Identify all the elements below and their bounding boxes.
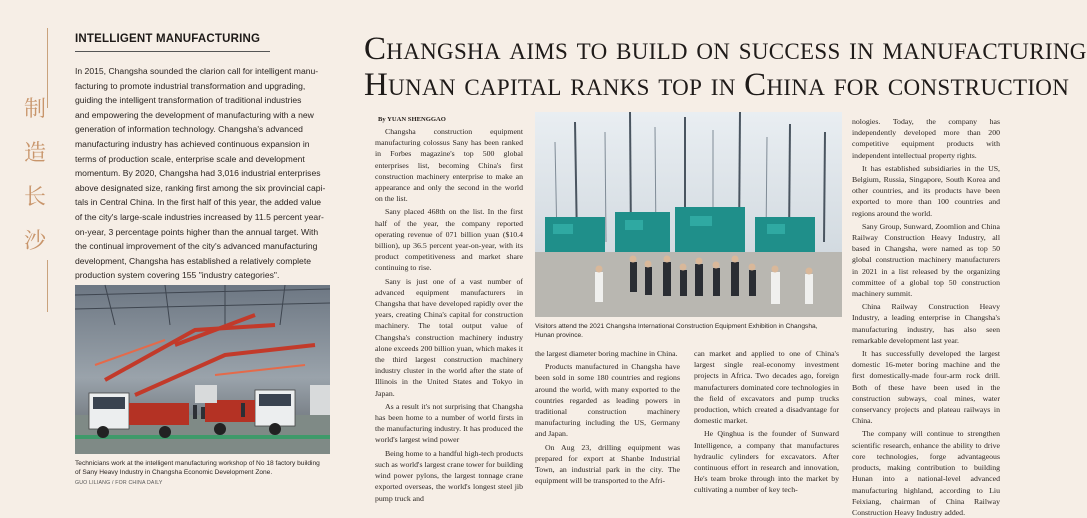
article-paragraph: Being home to a handful high-tech products such as world's largest crane tower for building wind power pylons, the largest tonnage crane exported overseas, the world's longest steel jib pump truck and (375, 448, 523, 503)
right-photo-caption (535, 322, 845, 340)
article-paragraph: nologies. Today, the company has independently developed more than 200 competitive equipment products with independent intellectual property rights. (852, 117, 1000, 160)
text-line: tals in Central China. In the first half of this year, the added value (75, 197, 322, 208)
article-paragraph: As a result it's not surprising that Changsha has been home to a number of world firsts in the manufacturing industry. It has produced the world's largest wind power (375, 401, 523, 445)
text-line: above designated size, ranking first among the six provincial capi- (75, 182, 326, 193)
text-line: Visitors attend the 2021 Changsha International Construction Equipment Exhibition in Changsha, (535, 323, 818, 330)
article-paragraph: Products manufactured in Changsha have been sold in some 180 countries and regions around the world, with many exported to the countries regarded as leading powers in traditional construction machinery manufacturing including the US, Germany and Japan. (535, 362, 680, 439)
article-paragraph: On Aug 23, drilling equipment was prepared for export at Shanbe Industrial Town, an industrial park in the city. The equipment will be transported to the Afri- (535, 442, 680, 486)
article-paragraph: Sany Group, Sunward, Zoomlion and China Railway Construction Heavy Industry, all based in Changsha, were named as top 50 global construction machinery manufacturers in 2021 in a list released by the organizing committee of a global top 50 construction machinery summit. (852, 221, 1000, 299)
article-paragraph: the largest diameter boring machine in China. (535, 349, 678, 358)
article-paragraph: China Railway Construction Heavy Industry, a leading enterprise in Changsha's manufacturing industry, has also seen remarkable development last year. (852, 302, 1000, 345)
article-paragraph: He Qinghua is the founder of Sunward Intelligence, a company that manufactures hydraulic cylinders for excavators. After continuous effort in research and innovation, He's team broke through into the market by cultivating a number of key tech- (694, 429, 839, 495)
exhibition-photo (535, 112, 842, 317)
text-line: momentum. By 2020, Changsha had 3,016 industrial enterprises (75, 168, 321, 179)
text-line: generation of information technology. Changsha's advanced (75, 124, 303, 135)
text-line: development, Changsha has established a relatively complete (75, 255, 311, 266)
text-line: manufacturing industry has achieved continuous expansion in (75, 138, 310, 149)
text-line: production system covering 155 "industry categories". (75, 270, 280, 281)
text-line: and empowering the development of manufacturing with a new (75, 109, 314, 120)
article-paragraph: Sany placed 468th on the list. In the first half of the year, the company reported operating revenue of 071 billion yuan ($10.4 billion), up 36.5 percent year-on-year, with its product competitiveness and market share continuing to rise. (375, 207, 523, 273)
sidebar-char-2: 造 (24, 141, 47, 166)
article-paragraph: can market and applied to one of China's largest single real-economy investment projects in Africa. Two decades ago, foreign manufacturers dominated core technologies in the field of excavators and pump trucks production, which created a disadvantage for domestic market. (694, 349, 839, 426)
article-paragraph: Sany is just one of a vast number of advanced equipment manufacturers in Changsha that have developed rapidly over the years, creating China's capital for construction machinery. The total output value of Changsha's construction machinery industry alone exceeds 200 billion yuan, which makes it the third largest construction machinery industry cluster in the world after the state of Illinois in the United States and Tokyo in Japan. (375, 276, 523, 398)
section-title: INTELLIGENT MANUFACTURING (75, 33, 261, 45)
article-column-3 (694, 348, 839, 498)
headline-line-1: Changsha aims to build on success in manufacturing (364, 31, 1087, 67)
left-photo-credit: GUO LILIANG / FOR CHINA DAILY (75, 480, 163, 486)
text-line: terms of production scale, enterprise scale and development (75, 153, 305, 164)
text-line: of Sany Heavy Industry in Changsha Economic Development Zone. (75, 469, 273, 476)
article-paragraph: Changsha construction equipment manufacturing colossus Sany has been ranked in Forbes magazine's top 500 global enterprises list, becoming China's first construction machinery enterprise to make an appearance and only the second in the world on the list. (375, 127, 523, 204)
text-line: on-year, 3 percentage points higher than the annual target. With (75, 226, 319, 237)
article-paragraph: The company will continue to strengthen scientific research, enhance the ability to drive core technologies, forge advantageous products, making contribution to building Hunan into a national-level advanced manufacturing highland, according to Liu Feixiang, chairman of China Railway Construction Heavy Industry added. (852, 429, 1000, 517)
text-line: guiding the intelligent transformation of traditional industries (75, 95, 302, 106)
article-paragraph: It has established subsidiaries in the US, Belgium, Russia, Singapore, South Korea and other countries, and its products have been exported to more than 100 countries and regions around the world. (852, 163, 1000, 218)
sidebar-rule-bottom (47, 260, 48, 312)
text-line: of the city's large-scale industries increased by 11.5 percent year- (75, 211, 324, 222)
text-line: Technicians work at the intelligent manufacturing workshop of No 18 factory building (75, 460, 320, 467)
byline: By YUAN SHENGGAO (378, 116, 446, 123)
sidebar-char-4: 沙 (24, 229, 47, 254)
text-line: the continual improvement of the city's advanced manufacturing (75, 241, 318, 252)
headline-line-2: Hunan capital ranks top in China for construction (364, 67, 1070, 103)
section-intro (75, 64, 329, 283)
sidebar-char-1: 制 (24, 97, 47, 122)
article-paragraph: It has successfully developed the largest domestic 16-meter boring machine and the first domestically-made four-arm rock drill. Both of these have been used in the construction subways, coal mines, water conservancy projects and plateau railways in China. (852, 349, 1000, 426)
text-line: facturing to promote industrial transformation and upgrading, (75, 80, 306, 91)
article-column-4 (852, 116, 1000, 517)
sidebar-rule-top (47, 28, 48, 108)
left-photo-caption (75, 459, 335, 477)
text-line: Hunan province. (535, 332, 584, 339)
sidebar-char-3: 长 (24, 185, 47, 210)
article-column-2 (535, 348, 680, 498)
factory-workshop-photo (75, 285, 330, 454)
section-title-rule (75, 51, 270, 52)
article-column-1 (375, 126, 523, 503)
text-line: In 2015, Changsha sounded the clarion call for intelligent manu- (75, 66, 319, 76)
